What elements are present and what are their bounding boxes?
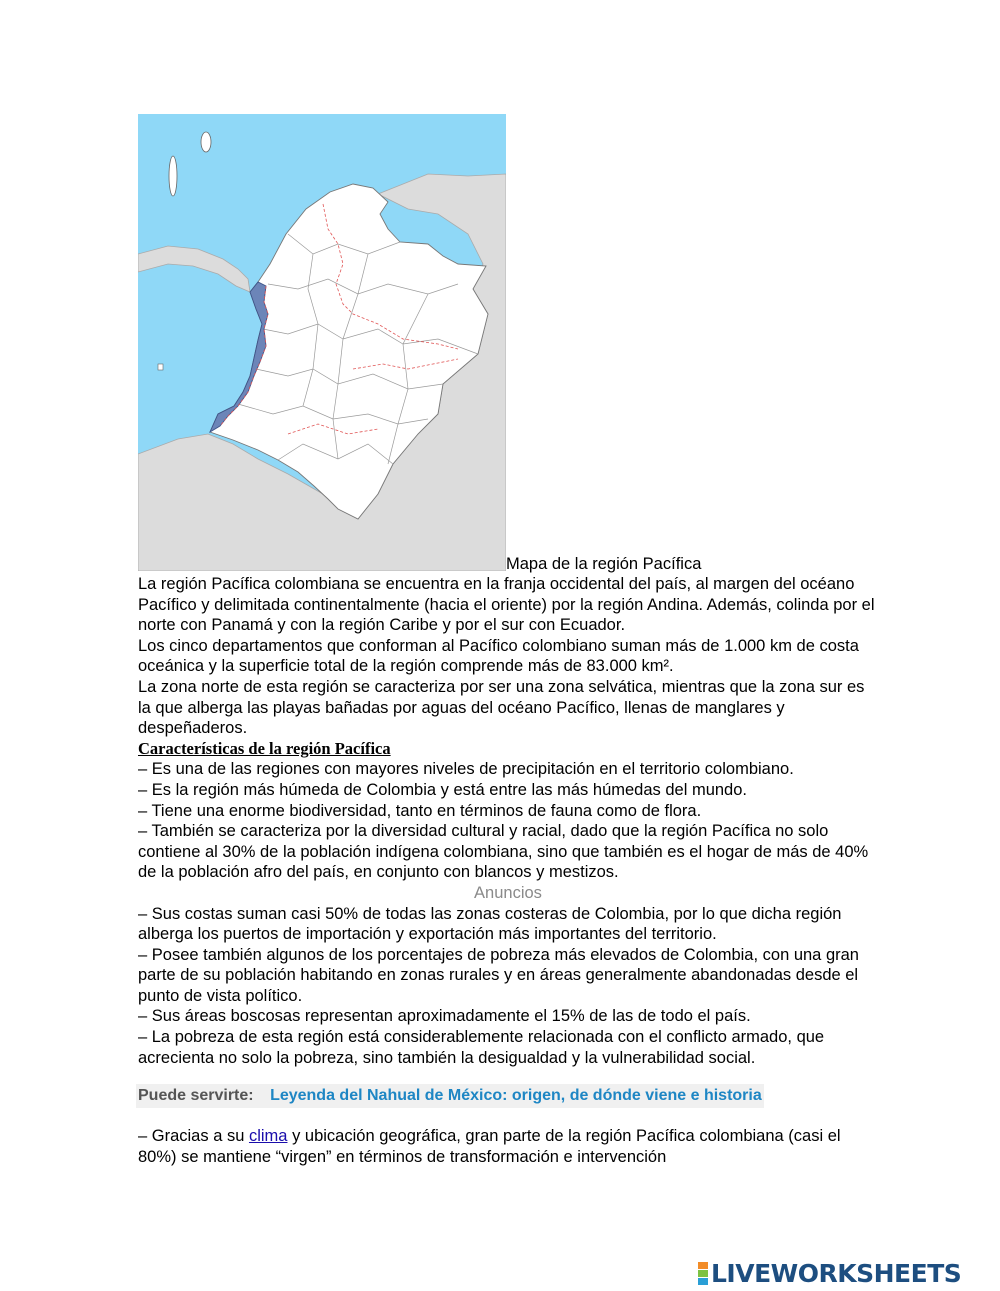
intro-paragraph: La zona norte de esta región se caracteriza por ser una zona selvática, mientras que la zona sur es la que alberga las playas bañadas por aguas del océano Pacífico, llenas de manglares y despeñaderos. — [138, 677, 865, 738]
related-label: Puede servirte: — [138, 1087, 254, 1105]
bullet-item: – La pobreza de esta región está considerablemente relacionada con el conflicto armado, que acrecienta no solo la pobreza, sino también la desigualdad y la vulnerabilidad social. — [138, 1028, 825, 1067]
liveworksheets-logo — [698, 1258, 961, 1288]
intro-paragraph: La región Pacífica colombiana se encuentra en la franja occidental del país, al margen del océano Pacífico y delimitada continentalmente (hacia el oriente) por la región Andina. Además, colinda por el norte con Panamá y con la región Caribe y por el sur con Ecuador. — [138, 575, 875, 635]
section-heading: Características de la región Pacífica — [138, 738, 391, 758]
related-article-box — [136, 1084, 764, 1108]
logo-text: LIVEWORKSHEETS — [711, 1258, 962, 1288]
colombia-map-image — [138, 114, 506, 571]
island — [158, 364, 163, 370]
map-caption: Mapa de la región Pacífica — [506, 555, 702, 573]
clima-link[interactable]: clima — [248, 1127, 288, 1146]
bullet-item: – Sus áreas boscosas representan aproximadamente el 15% de las de todo el país. — [138, 1007, 751, 1026]
logo-mark-icon — [698, 1262, 708, 1285]
closing-text-end: y ubicación geográfica, gran parte de la región Pacífica colombiana (casi el 80%) se mantiene “virgen” en términos de transformación e intervención — [138, 1127, 841, 1166]
closing-paragraph — [138, 1126, 878, 1167]
bullet-item: – Posee también algunos de los porcentajes de pobreza más elevados de Colombia, con una gran parte de su población habitando en zonas rurales y en áreas generalmente abandonadas desde el punto de vista político. — [138, 945, 859, 1005]
related-article-link[interactable]: Leyenda del Nahual de México: origen, de dónde viene e historia — [270, 1087, 762, 1105]
ads-label: Anuncios — [474, 883, 542, 902]
closing-text-start: – Gracias a su — [138, 1127, 249, 1146]
intro-paragraph: Los cinco departamentos que conforman al Pacífico colombiano suman más de 1.000 km de costa oceánica y la superficie total de la región comprende más de 83.000 km². — [138, 636, 859, 676]
bullet-item: – Es la región más húmeda de Colombia y está entre las más húmedas del mundo. — [138, 780, 747, 799]
bullet-item: – Tiene una enorme biodiversidad, tanto en términos de fauna como de flora. — [138, 801, 702, 820]
bullet-item: – Es una de las regiones con mayores niveles de precipitación en el territorio colombiano. — [138, 760, 794, 779]
bullet-item: – También se caracteriza por la diversidad cultural y racial, dado que la región Pacífica no solo contiene al 30% de la población indígena colombiana, sino que también es el hogar de más de 40% de la población afro del país, en conjunto con blancos y mestizos. — [138, 822, 869, 882]
article-body — [138, 574, 878, 1167]
island — [169, 156, 177, 196]
island — [201, 132, 211, 152]
bullet-item: – Sus costas suman casi 50% de todas las zonas costeras de Colombia, por lo que dicha región alberga los puertos de importación y exportación más importantes del territorio. — [138, 904, 842, 944]
